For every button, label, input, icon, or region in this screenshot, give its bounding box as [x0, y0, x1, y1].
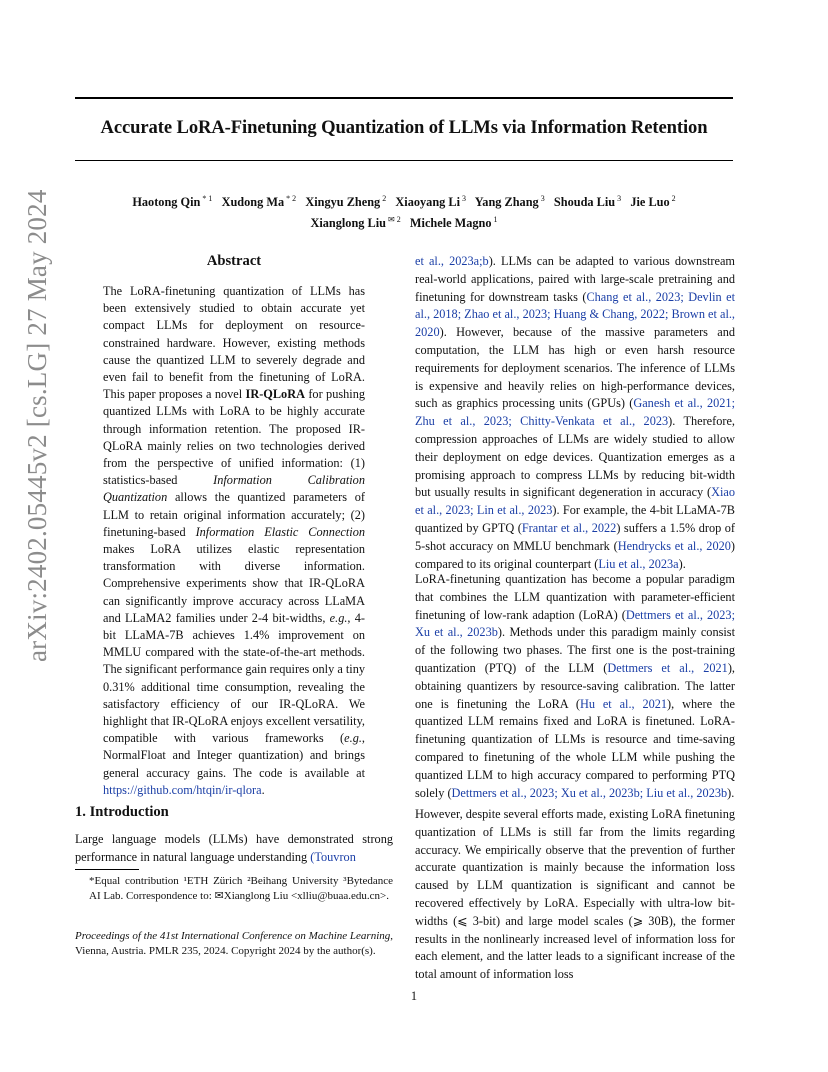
page-number: 1	[410, 989, 418, 1003]
author-line-2	[75, 211, 733, 232]
author-name: Xudong Ma	[221, 195, 285, 210]
citation-link[interactable]: Hu et al., 2021	[579, 696, 668, 711]
arxiv-stamp: arXiv:2402.05445v2 [cs.LG] 27 May 2024	[22, 189, 52, 662]
body-text: However, despite several efforts made, existing LoRA finetuning quantization of LLMs is still far from the limits regarding accuracy. We empirically observe that the prevention of further accurate quantization is mainly because the information loss caused by LLM quantization is significant and cannot be recovered effectively by LoRA. Especially with ultra-low bit-widths (⩽ 3-bit) and large model scales (⩾ 30B), the former results in the nonlinearly increased level of information loss for each element, and the latter leads to a significant increase of the total amount of information loss	[415, 807, 735, 982]
section-heading-introduction: 1. Introduction	[75, 804, 169, 820]
author-affiliation-marker: 2	[380, 194, 387, 203]
body-text: ).	[727, 785, 735, 800]
intro-left-paragraph	[75, 831, 393, 867]
citation-link[interactable]: Dettmers et al., 2021	[607, 660, 728, 675]
author-name: Yang Zhang	[474, 195, 539, 210]
footnote-text: *Equal contribution ¹ETH Zürich ²Beihang University ³Bytedance AI Lab. Correspondence to: ✉Xianglong Liu <xlliu@buaa.edu.cn>.	[89, 875, 393, 902]
abstract-body	[103, 283, 365, 799]
author-affiliation-marker: * 2	[284, 194, 297, 203]
title-bottom-rule	[75, 160, 733, 161]
term-information-calibration: Information Calibration Quantization	[103, 473, 365, 505]
footnote	[75, 874, 393, 904]
author-name: Haotong Qin	[132, 195, 201, 210]
proceedings-text: , Vienna, Austria. PMLR 235, 2024. Copyright 2024 by the author(s).	[75, 930, 393, 957]
proceedings-venue: Proceedings of the 41st International Conference on Machine Learning	[75, 930, 391, 942]
proceedings-note	[75, 929, 393, 959]
body-text: ), where the quantized LLM remains fixed and LoRA is finetuned. LoRA-finetuning quantization of LLMs is resource and time-saving compared to finetuning of the whole LLM while pushing the quantized LLM to high accuracy compared to performing PTQ solely (	[415, 696, 735, 800]
citation-link[interactable]: Dettmers et al., 2023; Xu et al., 2023b; Liu et al., 2023b	[451, 785, 728, 800]
intro-text: Large language models (LLMs) have demonstrated strong performance in natural language understanding	[75, 832, 393, 864]
abstract-text: .	[261, 782, 265, 797]
author-name: Xiaoyang Li	[395, 195, 460, 210]
citation-link[interactable]: (Touvron	[310, 849, 356, 864]
body-text: ), obtaining quantizers by resource-saving calibration. The latter one is finetuning the LoRA (	[415, 660, 735, 711]
footnote-rule	[75, 869, 139, 870]
author-affiliation-marker: ✉ 2	[385, 215, 401, 225]
paragraph	[415, 571, 735, 802]
title-top-rule	[75, 97, 733, 99]
author-name: Michele Magno	[409, 216, 492, 231]
author-affiliation-marker: * 1	[200, 194, 213, 203]
body-text: LoRA-finetuning quantization has become a popular paradigm that combines the LLM quantization with parameter-efficient finetuning of low-rank adaption (LoRA) (	[415, 572, 735, 622]
author-affiliation-marker: 3	[538, 194, 545, 203]
abstract-text: The LoRA-finetuning quantization of LLMs has been extensively studied to obtain accurate yet compact LLMs for deployment on resource-constrained hardware. However, existing methods cause the quantized LLM to severely degrade and even fail to benefit from the finetuning of LoRA. This paper proposes a novel	[103, 284, 365, 402]
author-affiliation-marker: 3	[460, 194, 466, 203]
body-text: ). However, because of the massive parameters and computation, the LLM has high or even harsh resource requirements for deployment scenarios. The inference of LLMs is expensive and heavily relies on high-performance devices, such as graphics processing units (GPUs) (	[415, 325, 735, 411]
term-information-elastic: Information Elastic Connection	[195, 524, 365, 539]
author-line-1	[75, 190, 733, 211]
citation-link[interactable]: Ganesh et al., 2021; Zhu et al., 2023; Chitty-Venkata et al., 2023	[415, 396, 735, 429]
abstract-eg: e.g.	[329, 610, 348, 625]
method-name: IR-QLoRA	[245, 387, 305, 402]
citation-link[interactable]: Chang et al., 2023; Devlin et al., 2018; Zhao et al., 2023; Huang & Chang, 2022; Brown et al., 2020	[415, 289, 736, 340]
body-text: ) compared to its original counterpart (	[415, 538, 735, 571]
citation-link[interactable]: Frantar et al., 2022	[521, 520, 617, 535]
right-column-paragraph-3	[415, 806, 735, 984]
right-column-paragraph-1	[415, 253, 735, 573]
author-name: Jie Luo	[630, 195, 670, 210]
author-affiliation-marker: 3	[615, 194, 622, 203]
paper-title: Accurate LoRA-Finetuning Quantization of LLMs via Information Retention	[100, 117, 708, 138]
citation-link[interactable]: Xiao et al., 2023; Lin et al., 2023	[415, 485, 735, 518]
citation-link[interactable]: Dettmers et al., 2023; Xu et al., 2023b	[415, 607, 735, 640]
paragraph	[415, 806, 735, 984]
citation-link[interactable]: Liu et al., 2023a	[598, 556, 679, 571]
abstract-text: , 4-bit LLaMA-7B achieves 1.4% improvement on MMLU compared with the state-of-the-art methods. The significant performance gain requires only a tiny 0.31% additional time consumption, revealing the satisfactory efficiency of our IR-QLoRA. We highlight that IR-QLoRA enjoys excellent versatility, compatible with various frameworks (	[103, 610, 365, 746]
body-text: ). Therefore, compression approaches of LLMs are widely studied to allow their deployment on edge devices. Quantization emerges as a promising approach to compress LLMs by reducing bit-width but usually results in significant degeneration in accuracy (	[415, 414, 735, 500]
author-list	[75, 190, 733, 232]
body-text: ). For example, the 4-bit LLaMA-7B quantized by GPTQ (	[415, 503, 736, 535]
right-column-paragraph-2	[415, 571, 735, 802]
paragraph	[415, 253, 735, 573]
body-text: ) suffers a 1.5% drop of 5-shot accuracy on MMLU benchmark (	[415, 520, 735, 553]
code-link[interactable]: https://github.com/htqin/ir-qlora	[103, 782, 262, 797]
author-name: Xianglong Liu	[310, 216, 386, 231]
abstract-heading: Abstract	[206, 253, 262, 269]
citation-link[interactable]: et al., 2023a;b	[415, 254, 489, 268]
author-affiliation-marker: 2	[669, 194, 676, 203]
body-text: ).	[678, 556, 686, 571]
body-text: ). Methods under this paradigm mainly consist of the following two phases. The first one is the post-training quantization (PTQ) of the LLM (	[415, 625, 735, 675]
abstract-text: , NormalFloat and Integer quantization) and brings general accuracy gains. The code is available at	[103, 731, 365, 780]
abstract-eg: e.g.	[344, 731, 362, 746]
author-name: Shouda Liu	[553, 195, 616, 210]
abstract-text: allows the quantized parameters of LLM to retain original information accurately; (2) finetuning-based	[103, 490, 365, 539]
body-text: ). LLMs can be adapted to various downstream real-world applications, paired with large-scale pretraining and finetuning for downstream tasks (	[415, 254, 735, 304]
citation-link[interactable]: Hendrycks et al., 2020	[617, 538, 731, 553]
abstract-text: makes LoRA utilizes elastic representation transformation with diverse information. Comprehensive experiments show that IR-QLoRA can significantly improve accuracy across LLaMA and LLaMA2 families under 2-4 bit-widths,	[103, 542, 365, 625]
author-name: Xingyu Zheng	[305, 195, 381, 210]
abstract-text: for pushing quantized LLMs with LoRA to be highly accurate through information retention. The proposed IR-QLoRA mainly relies on two technologies derived from the perspective of unified information: (1) statistics-based	[103, 387, 365, 488]
author-affiliation-marker: 1	[491, 215, 498, 225]
